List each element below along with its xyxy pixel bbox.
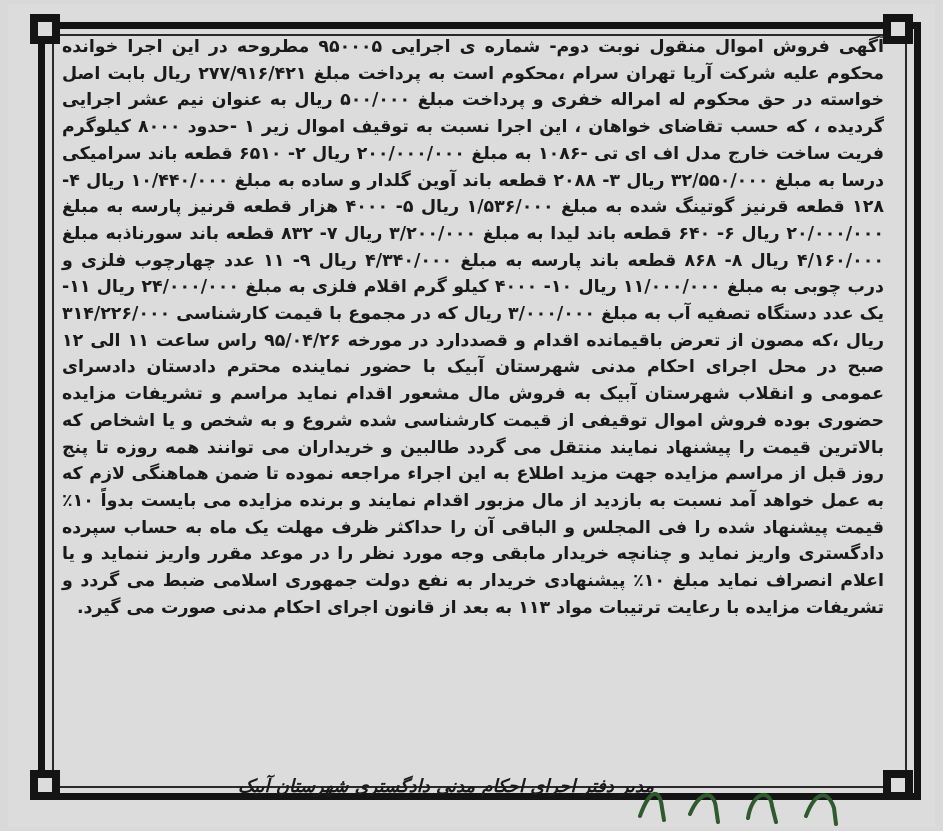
border-corner-bottom-right: [883, 770, 913, 800]
auction-notice-text: [62, 34, 884, 621]
border-corner-bottom-left: [30, 770, 60, 800]
notice-body: آگهی فروش اموال منقول نوبت دوم- شماره ی اجرایی ۹۵۰۰۰۵ مطروحه در این اجرا خوانده محکوم علیه شرکت آریا تهران سرام ،محکوم است به پرداخت مبلغ ۲۷۷/۹۱۶/۴۲۱ ریال بابت اصل خواسته در حق محکوم له امراله خفری و پرداخت مبلغ ۵۰۰/۰۰۰ ریال به عنوان نیم عشر اجرایی گردیده ، که حسب تقاضای خواهان ، این اجرا نسبت به توقیف اموال زیر ۱ -حدود ۸۰۰۰ کیلوگرم فریت ساخت خارج مدل اف ای تی -۱۰۸۶ به مبلغ ۲۰۰/۰۰۰/۰۰۰ ریال ۲- ۶۵۱۰ قطعه باند سرامیکی درسا به مبلغ ۳۲/۵۵۰/۰۰۰ ریال ۳- ۲۰۸۸ قطعه باند آوین گلدار و ساده به مبلغ ۱۰/۴۴۰/۰۰۰ ریال ۴- ۱۲۸ قطعه قرنیز گوتینگ شده به مبلغ ۱/۵۳۶/۰۰۰ ریال ۵- ۴۰۰۰ هزار قطعه قرنیز پارسه به مبلغ ۲۰/۰۰۰/۰۰۰ ریال ۶- ۶۴۰ قطعه باند لیدا به مبلغ ۳/۲۰۰/۰۰۰ ریال ۷- ۸۳۲ قطعه باند سورناذبه مبلغ ۴/۱۶۰/۰۰۰ ریال ۸- ۸۶۸ قطعه باند پارسه به مبلغ ۴/۳۴۰/۰۰۰ ریال ۹- ۱۱ عدد چهارچوب فلزی و درب چوبی به مبلغ ۱۱/۰۰۰/۰۰۰ ریال ۱۰- ۴۰۰۰ کیلو گرم اقلام فلزی به مبلغ ۲۴/۰۰۰/۰۰۰ ریال ۱۱- یک عدد دستگاه تصفیه آب به مبلغ ۳/۰۰۰/۰۰۰ ریال که در مجموع با قیمت کارشناسی ۳۱۴/۲۲۶/۰۰۰ ریال ،که مصون از تعرض باقیمانده اقدام و قصددارد در مورخه ۹۵/۰۴/۲۶ راس ساعت ۱۱ الی ۱۲ صبح در محل اجرای احکام مدنی شهرستان آبیک با حضور نماینده محترم دادستان دادسرای عمومی و انقلاب شهرستان آبیک به فروش مال مشعور اقدام نماید مراسم و تشریفات مزایده حضوری بوده فروش اموال توقیفی از قیمت کارشناسی شده شروع و به شخص و یا اشخاص که بالاترین قیمت را پیشنهاد نمایند منتقل می گردد طالبین و خریداران می توانند همه روزه تا پنج روز قبل از مراسم مزایده جهت مزید اطلاع به این اجراء مراجعه نموده تا ضمن هماهنگی لازم که به عمل خواهد آمد نسبت به بازدید از مال مزبور اقدام نمایند و برنده مزایده می بایست بدواً ۱۰٪ قیمت پیشنهاد شده را فی المجلس و الباقی آن را حداکثر ظرف مهلت یک ماه به حساب سپرده دادگستری واریز نماید و چنانچه خریدار مابقی وجه مورد نظر را در موعد مقرر واریز ننماید و یا اعلام انصراف نماید مبلغ ۱۰٪ پیشنهادی خریدار به نفع دولت جمهوری اسلامی ضبط می گردد و تشریفات مزایده با رعایت ترتیبات مواد ۱۱۳ به بعد از قانون اجرای احکام مدنی صورت می گیرد.: [62, 37, 885, 618]
handwritten-mark: [630, 778, 860, 828]
notice-signature: مدیر دفتر اجرای احکام مدنی دادگستری شهرستان آبیک: [237, 776, 655, 797]
border-corner-top-right: [883, 14, 913, 44]
border-corner-top-left: [30, 14, 60, 44]
